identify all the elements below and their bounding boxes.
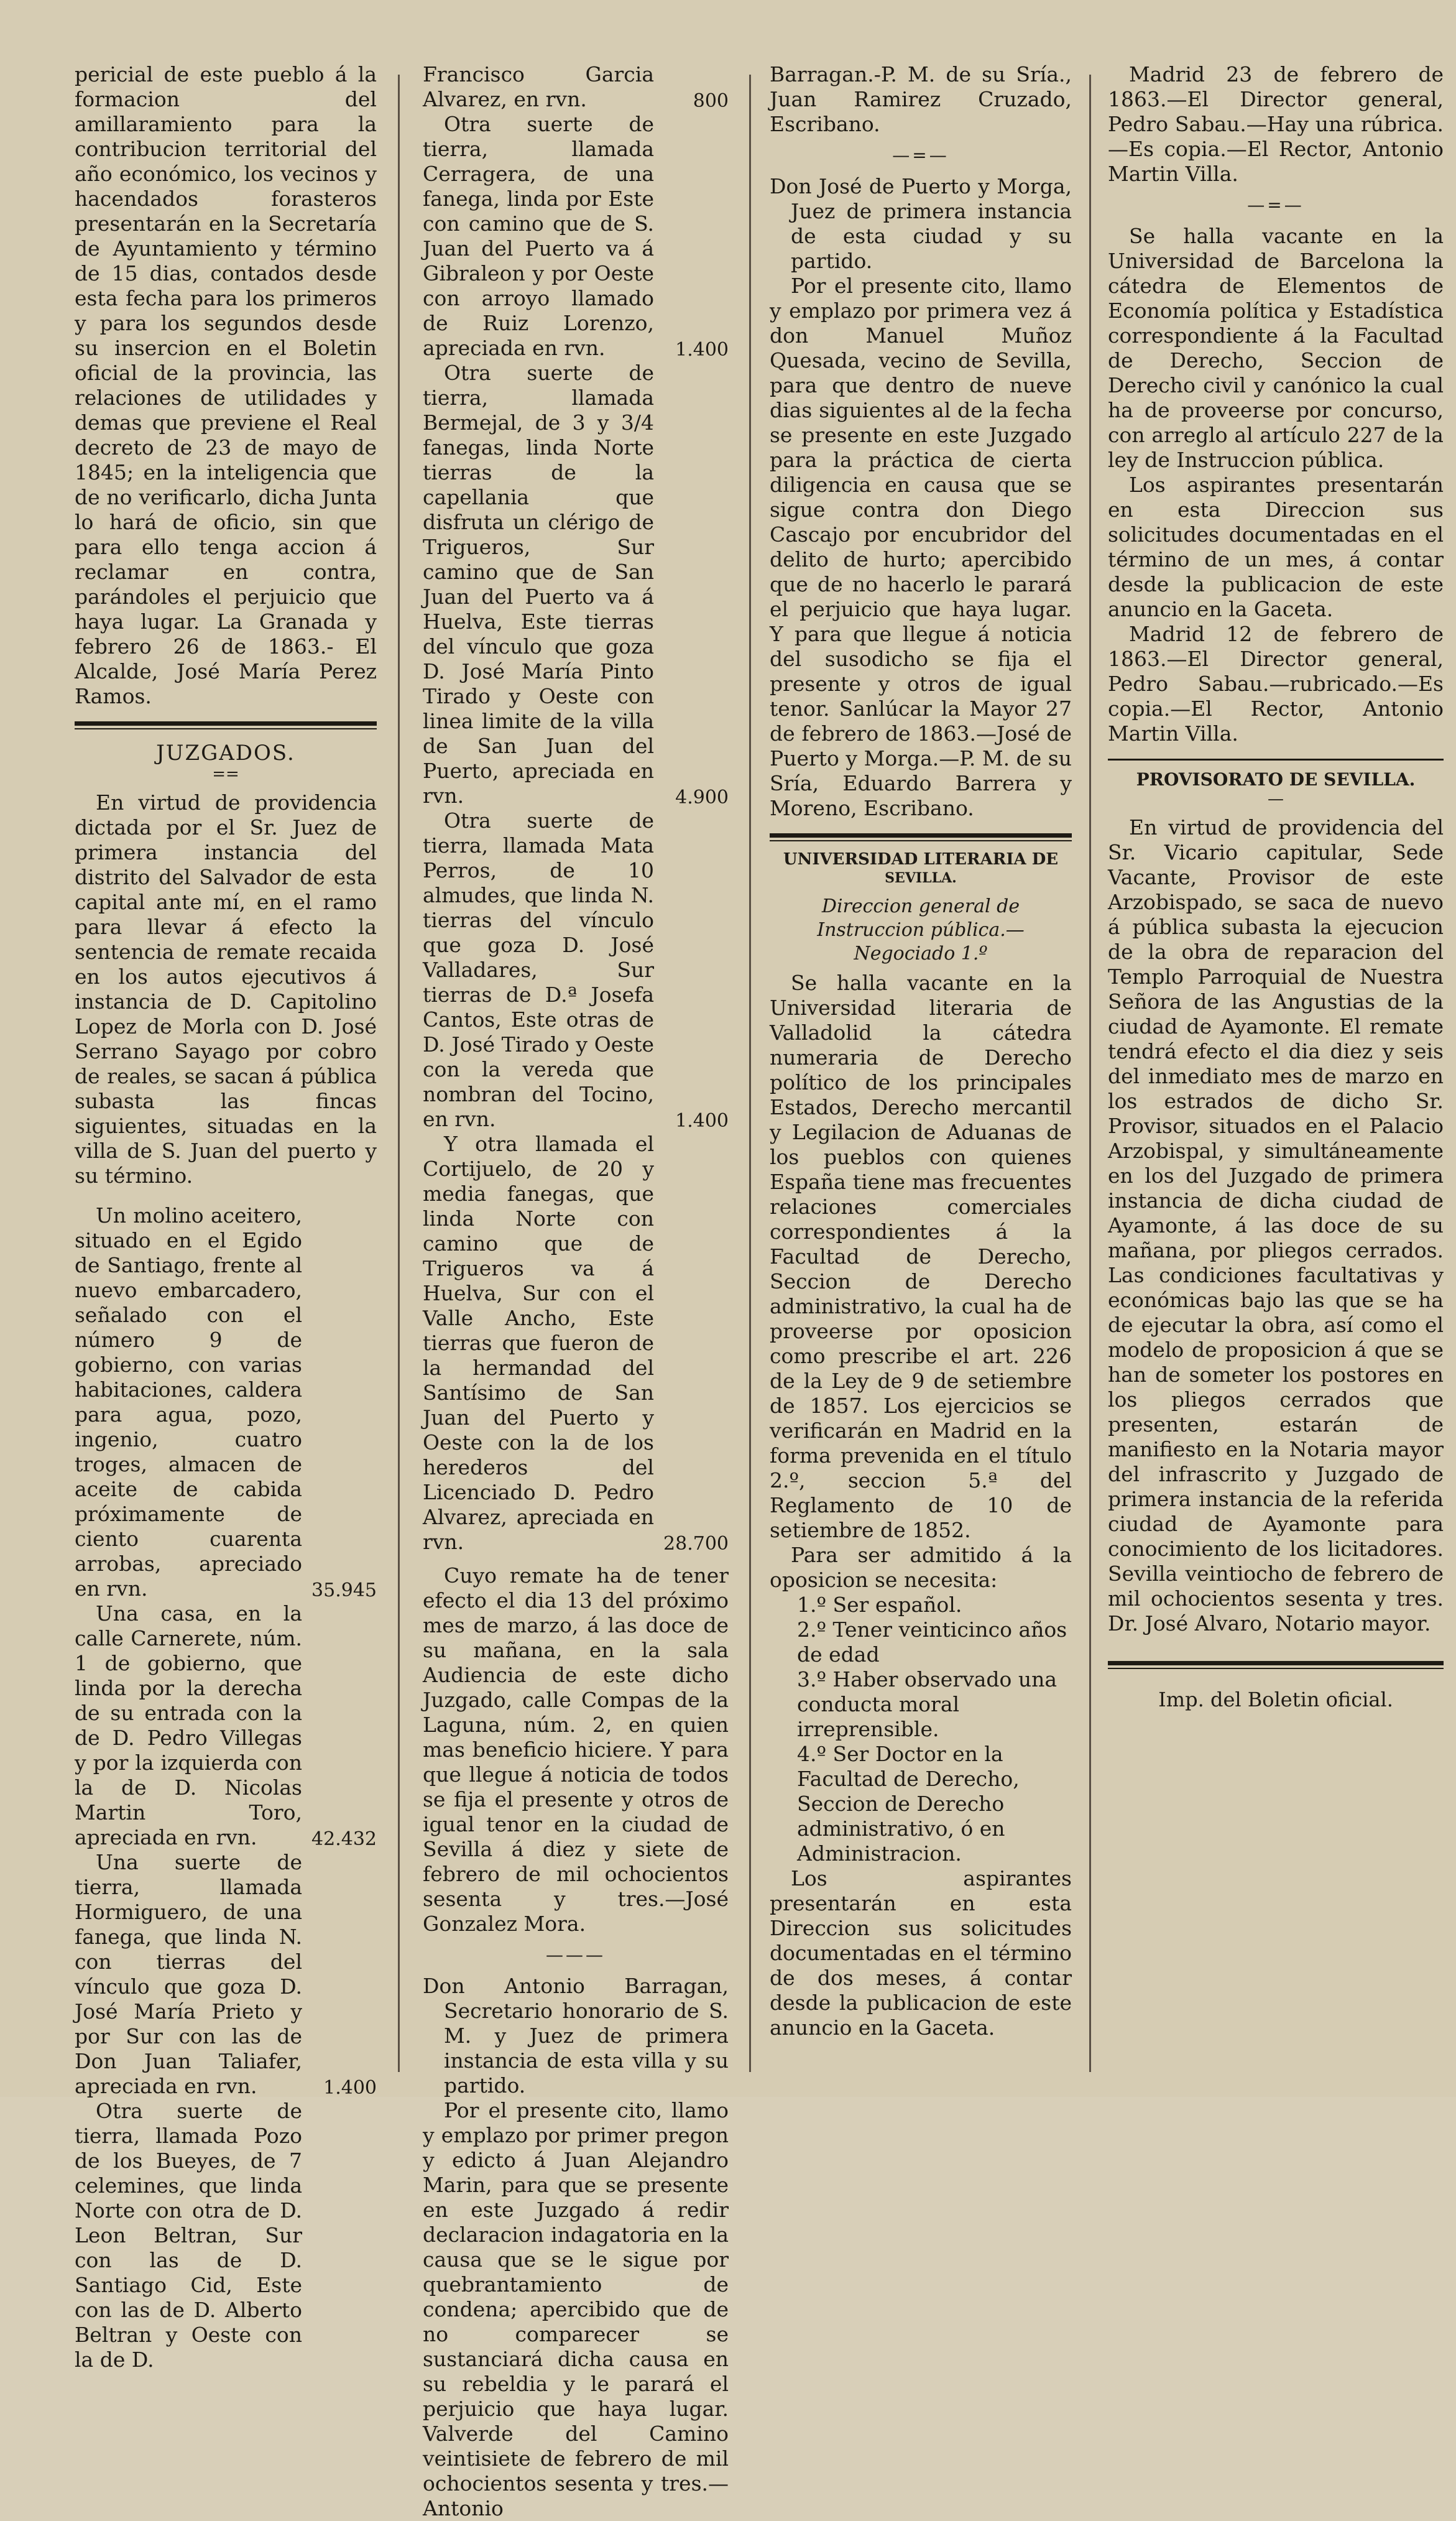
paragraph: Los aspirantes presentarán en esta Direccion sus solicitudes documentadas en el término de un mes, á contar desde la publicacion de este anuncio en la Gaceta.: [1108, 473, 1444, 621]
lot-description: Y otra llamada el Cortijuelo, de 20 y media fanegas, que linda Norte con camino que de Trigueros va á Huelva, Sur con el Valle Ancho, Este tierras que fueron de la hermandad del Santísimo de San Juan del Puerto y Oeste con la de los herederos del Licenciado D. Pedro Alvarez, apreciada en rvn.: [423, 1132, 654, 1554]
separator: —=—: [1247, 195, 1304, 215]
lot-description: Una suerte de tierra, llamada Hormiguero, de una fanega, que linda N. con tierras del vínculo que goza D. José María Prieto y por Sur con las de Don Juan Taliafer, apreciada en rvn.: [75, 1850, 302, 2098]
lot-price: 42.432: [311, 1828, 377, 1850]
paragraph: En virtud de providencia del Sr. Vicario capitular, Sede Vacante, Provisor de este Arzobispado, se saca de nuevo á pública subasta la ejecucion de la obra de reparacion del Templo Parroquial de Nuestra Señora de las Angustias de la ciudad de Ayamonte. El remate tendrá efecto el dia diez y seis del inmediato mes de marzo en los estrados de dicho Sr. Provisor, situados en el Palacio Arzobispal, y simultáneamente en los del Juzgado de primera instancia de dicha ciudad de Ayamonte, á las doce de su mañana, por pliegos cerrados. Las condiciones facultativas y económicas bajo las que se ha de ejecutar la obra, así como el modelo de proposicion á que se han de someter los postores en los pliegos cerrados que presenten, estarán de manifiesto en la Notaria mayor del infrascrito y Juzgado de primera instancia de la referida ciudad de Ayamonte para conocimiento de los licitadores. Sevilla veintiocho de febrero de mil ochocientos sesenta y tres. Dr. José Alvaro, Notario mayor.: [1108, 815, 1444, 1635]
section-subtitle: SEVILLA.: [885, 870, 957, 886]
lot-description: Otra suerte de tierra, llamada Pozo de los Bueyes, de 7 celemines, que linda Norte con otra de D. Leon Beltran, Sur con las de D. Santiago Cid, Este con las de D. Alberto Beltran y Oeste con la de D.: [75, 2099, 302, 2372]
lot-description: Una casa, en la calle Carnerete, núm. 1 de gobierno, que linda por la derecha de su entrada con la de D. Pedro Villegas y por la izquierda con la de D. Nicolas Martin Toro, apreciada en rvn.: [75, 1601, 302, 1849]
lot-price: 28.700: [663, 1533, 729, 1555]
column-rule: [398, 75, 400, 2072]
lot-price: 1.400: [675, 1110, 729, 1132]
list-item: 2.º Tener veinticinco años de edad: [797, 1617, 1067, 1667]
auction-lot: [423, 361, 729, 808]
paragraph: Se halla vacante en la Universidad de Barcelona la cátedra de Elementos de Economía política y Estadística correspondiente á la Facultad de Derecho, Seccion de Derecho civil y canónico la cual ha de proveerse por concurso, con arreglo al artículo 227 de la ley de Instruccion pública.: [1108, 224, 1444, 472]
auction-lot: [423, 1132, 729, 1555]
paragraph: pericial de este pueblo á la formacion del amillaramiento para la contribucion territorial del año económico, los vecinos y hacendados forasteros presentarán en la Secretaría de Ayuntamiento y término de 15 dias, contados desde esta fecha para los primeros y para los segundos desde su insercion en el Boletin oficial de la provincia, las relaciones de utilidades y demas que previene el Real decreto de 23 de mayo de 1845; en la inteligencia que de no verificarlo, dicha Junta lo hará de oficio, sin que para ello tenga accion á reclamar en contra, parándoles el perjuicio que haya lugar. La Granada y febrero 26 de 1863.- El Alcalde, José María Perez Ramos.: [75, 62, 377, 708]
auction-lot: [423, 808, 729, 1132]
paragraph: Para ser admitido á la oposicion se necesita:: [770, 1543, 1072, 1592]
notice-heading: Don Antonio Barragan, Secretario honorario de S. M. y Juez de primera instancia de esta villa y su partido.: [423, 1974, 729, 2098]
column-4: [1108, 62, 1444, 2097]
section-rule: [75, 721, 377, 729]
paragraph: En virtud de providencia dictada por el Sr. Juez de primera instancia del distrito del Salvador de esta capital ante mí, en el ramo para llevar á efecto la sentencia de remate recaida en los autos ejecutivos á instancia de D. Capitolino Lopez de Morla con D. José Serrano Sayago por cobro de reales, se sacan á pública subasta las fincas siguientes, situadas en la villa de S. Juan del puerto y su término.: [75, 790, 377, 1188]
auction-lot: [423, 112, 729, 361]
column-rule: [1089, 75, 1091, 2072]
list-item: 3.º Haber observado una conducta moral irreprensible.: [797, 1667, 1057, 1741]
auction-lot: [75, 2099, 377, 2372]
lot-price: 800: [693, 90, 729, 112]
lot-description: Otra suerte de tierra, llamada Bermejal, de 3 y 3/4 fanegas, linda Norte tierras de la capellania que disfruta un clérigo de Trigueros, Sur camino que de San Juan del Puerto va á Huelva, Este tierras del vínculo que goza D. José María Pinto Tirado y Oeste con linea limite de la villa de San Juan del Puerto, apreciada en rvn.: [423, 361, 654, 808]
section-title: JUZGADOS.: [156, 741, 295, 766]
section-rule: [1108, 1661, 1444, 1669]
separator: —=—: [892, 145, 949, 165]
lot-description: Un molino aceitero, situado en el Egido de Santiago, frente al nuevo embarcadero, señalado con el número 9 de gobierno, con varias habitaciones, caldera para agua, pozo, ingenio, cuatro troges, almacen de aceite de cabida próximamente de ciento cuarenta arrobas, apreciado en rvn.: [75, 1203, 302, 1601]
auction-lot: [75, 1850, 377, 2099]
section-title: UNIVERSIDAD LITERARIA DE: [783, 850, 1059, 869]
ornament: ==: [212, 765, 239, 784]
paragraph: Madrid 12 de febrero de 1863.—El Director general, Pedro Sabau.—rubricado.—Es copia.—El Rector, Antonio Martin Villa.: [1108, 622, 1444, 746]
lot-price: 1.400: [675, 339, 729, 361]
paragraph: Se halla vacante en la Universidad literaria de Valladolid la cátedra numeraria de Derecho político de los principales Estados, Derecho mercantil y Legilacion de Aduanas de los pueblos con quienes España tiene mas frecuentes relaciones comerciales correspondientes á la Facultad de Derecho, Seccion de Derecho administrativo, la cual ha de proveerse por oposicion como prescribe el art. 226 de la Ley de 9 de setiembre de 1857. Los ejercicios se verificarán en Madrid en la forma prevenida en el título 2.º, seccion 5.ª del Reglamento de 10 de setiembre de 1852.: [770, 971, 1072, 1542]
paragraph: Madrid 23 de febrero de 1863.—El Director general, Pedro Sabau.—Hay una rúbrica.—Es copia.—El Rector, Antonio Martin Villa.: [1108, 62, 1444, 186]
paragraph: Los aspirantes presentarán en esta Direccion sus solicitudes documentadas en el término de dos meses, á contar desde la publicacion de este anuncio en la Gaceta.: [770, 1866, 1072, 2040]
list-item: 4.º Ser Doctor en la Facultad de Derecho, Seccion de Derecho administrativo, ó en Administracion.: [797, 1742, 1020, 1866]
italic-heading: Direccion general de Instruccion pública.—Negociado 1.º: [817, 895, 1025, 964]
lot-description: Francisco Garcia Alvarez, en rvn.: [423, 62, 654, 111]
notice-heading: Don José de Puerto y Morga, Juez de primera instancia de esta ciudad y su partido.: [770, 174, 1072, 273]
paragraph: Cuyo remate ha de tener efecto el dia 13 del próximo mes de marzo, á las doce de su mañana, en la sala Audiencia de este dicho Juzgado, calle Compas de la Laguna, núm. 2, en quien mas beneficio hiciere. Y para que llegue á noticia de todos se fija el presente y otros de igual tenor en la ciudad de Sevilla á diez y siete de febrero de mil ochocientos sesenta y tres.—José Gonzalez Mora.: [423, 1563, 729, 1936]
ornament: —: [1268, 790, 1284, 808]
paragraph: Por el presente cito, llamo y emplazo por primera vez á don Manuel Muñoz Quesada, vecino de Sevilla, para que dentro de nueve dias siguientes al de la fecha se presente en este Juzgado para la práctica de cierta diligencia en causa que se sigue contra don Diego Cascajo por encubridor del delito de hurto; apercibido que de no hacerlo le parará el perjuicio que haya lugar. Y para que llegue á noticia del susodicho se fija el presente y otros de igual tenor. Sanlúcar la Mayor 27 de febrero de 1863.—José de Puerto y Morga.—P. M. de su Sría, Eduardo Barrera y Moreno, Escribano.: [770, 274, 1072, 820]
column-1: [75, 62, 377, 2372]
column-rule: [749, 75, 751, 2072]
auction-lot: [75, 1203, 377, 1601]
paragraph: Barragan.-P. M. de su Sría., Juan Ramirez Cruzado, Escribano.: [770, 62, 1072, 136]
section-rule: [770, 833, 1072, 841]
paragraph: Por el presente cito, llamo y emplazo por primer pregon y edicto á Juan Alejandro Marin, para que se presente en este Juzgado á redir declaracion indagatoria en la causa que se le sigue por quebrantamiento de condena; apercibido que de no comparecer se sustanciará dicha causa en su rebeldia y le parará el perjuicio que haya lugar. Valverde del Camino veintisiete de febrero de mil ochocientos sesenta y tres.—Antonio: [423, 2098, 729, 2520]
lot-description: Otra suerte de tierra, llamada Mata Perros, de 10 almudes, que linda N. tierras del vínculo que goza D. José Valladares, Sur tierras de D.ª Josefa Cantos, Este otras de D. José Tirado y Oeste con la vereda que nombran del Tocino, en rvn.: [423, 808, 654, 1131]
auction-lot: [75, 1601, 377, 1850]
separator: ———: [546, 1945, 606, 1965]
section-rule: [1108, 759, 1444, 761]
lot-price: 35.945: [311, 1580, 377, 1601]
lot-price: 4.900: [675, 787, 729, 808]
lot-description: Otra suerte de tierra, llamada Cerragera, de una fanega, linda por Este con camino que de S. Juan del Puerto va á Gibraleon y por Oeste con arroyo llamado de Ruiz Lorenzo, apreciada en rvn.: [423, 112, 654, 360]
list-item: 1.º Ser español.: [797, 1593, 962, 1617]
column-2: [423, 62, 729, 2520]
column-3: [770, 62, 1072, 2097]
imprint: Imp. del Boletin oficial.: [1158, 1688, 1393, 1711]
section-title: PROVISORATO DE SEVILLA.: [1136, 769, 1416, 790]
auction-lot: [423, 62, 729, 112]
lot-price: 1.400: [323, 2077, 377, 2099]
